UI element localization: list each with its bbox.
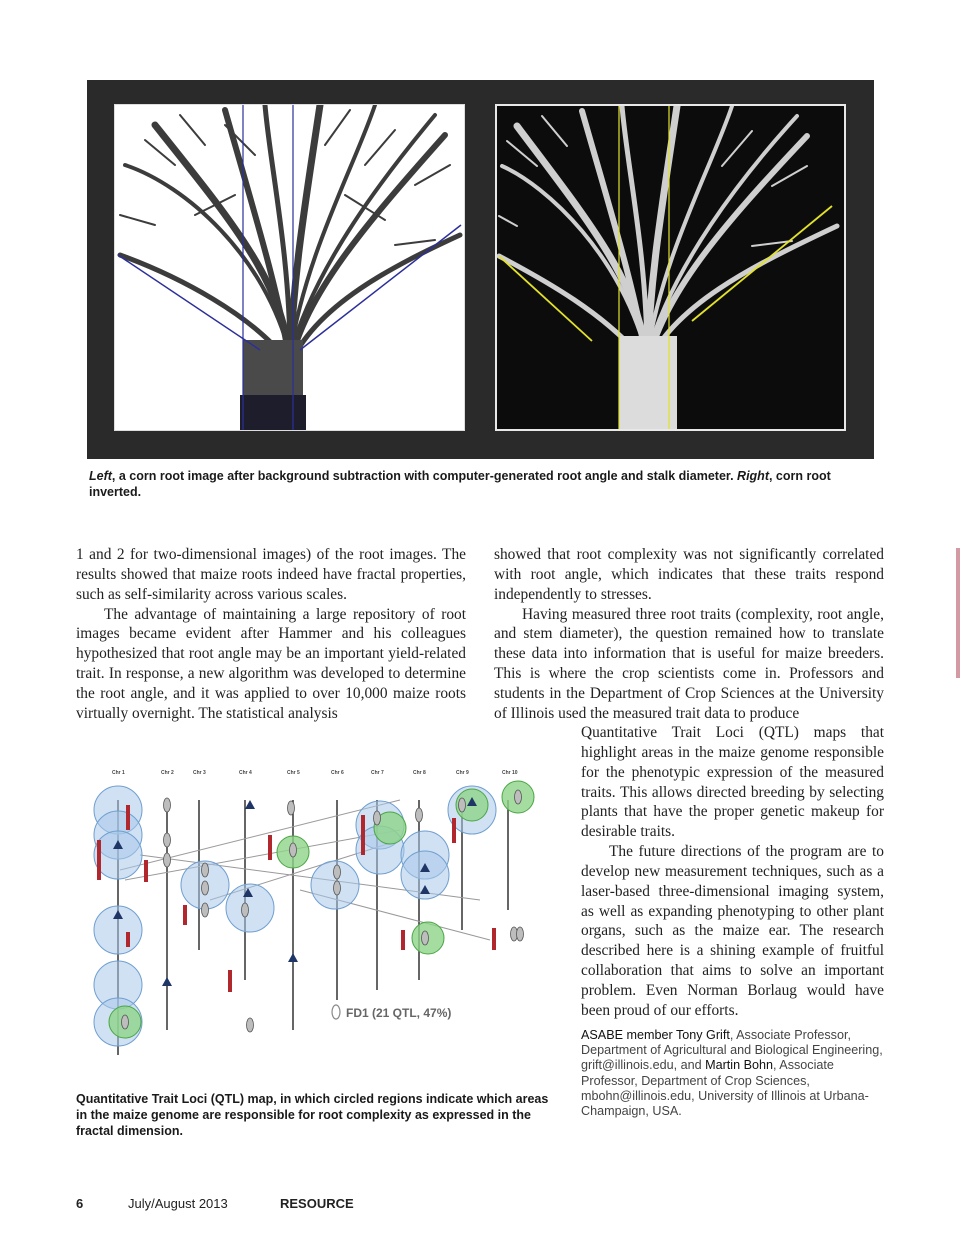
- chromosome-label: Chr 6: [331, 770, 344, 776]
- qtl-oval-marker: [422, 931, 429, 945]
- chromosome-label: Chr 10: [502, 770, 518, 776]
- legend-oval-icon: [332, 1005, 340, 1019]
- body-column-right-wrap: [581, 723, 884, 1021]
- page-number: 6: [76, 1196, 84, 1211]
- paragraph: The future directions of the program are to develop new measurement techniques, such as a laser-based three-dimensional imaging system, as well as expanding phenotyping to other plant organs, such as the maize ear. The research described here is a shining example of fruitful collaboration that aims to solve an important problem. Even Norman Borlaug would have been proud of our efforts.: [581, 843, 884, 1019]
- qtl-oval-marker: [242, 903, 249, 917]
- qtl-oval-marker: [288, 801, 295, 815]
- author-bio: [581, 1028, 884, 1119]
- qtl-oval-marker: [517, 927, 524, 941]
- qtl-marker-bar: [126, 805, 130, 830]
- qtl-region-circle: [226, 884, 274, 932]
- qtl-marker-bar: [183, 905, 187, 925]
- qtl-triangle-marker: [288, 953, 298, 962]
- qtl-marker-bar: [492, 928, 496, 950]
- qtl-marker-bar: [268, 835, 272, 860]
- qtl-oval-marker: [290, 843, 297, 857]
- issue-date: July/August 2013: [128, 1196, 228, 1211]
- top-figure-caption: [89, 468, 869, 500]
- qtl-oval-marker: [416, 808, 423, 822]
- qtl-triangle-marker: [245, 800, 255, 809]
- author-name-2: Martin Bohn: [705, 1058, 773, 1073]
- caption-right-label: Right: [737, 469, 769, 483]
- qtl-oval-marker: [374, 811, 381, 825]
- body-column-right: [494, 545, 884, 724]
- qtl-oval-marker: [164, 798, 171, 812]
- qtl-oval-marker: [247, 1018, 254, 1032]
- qtl-marker-bar: [452, 818, 456, 843]
- qtl-map-figure: [80, 760, 550, 1060]
- qtl-legend: FD1 (21 QTL, 47%): [346, 1006, 452, 1020]
- qtl-oval-marker: [122, 1015, 129, 1029]
- qtl-oval-marker: [459, 798, 466, 812]
- chromosome-label: Chr 2: [161, 770, 174, 776]
- caption-left-label: Left: [89, 469, 112, 483]
- chromosome-label: Chr 4: [239, 770, 252, 776]
- chromosome-label: Chr 3: [193, 770, 206, 776]
- qtl-figure-caption: Quantitative Trait Loci (QTL) map, in which circled regions indicate which areas in the maize genome are responsible for root complexity as expressed in the fractal dimension.: [76, 1092, 549, 1138]
- author-details-1: , Associate Professor, Department of Agricultural and Biological Engineering, grift@illinois.edu, and: [581, 1028, 883, 1073]
- chromosome-label: Chr 8: [413, 770, 426, 776]
- qtl-marker-bar: [401, 930, 405, 950]
- paragraph: showed that root complexity was not significantly correlated with root angle, which indicates that these traits respond independently to stresses.: [494, 546, 884, 603]
- caption-right-text: , corn root inverted.: [89, 469, 831, 499]
- qtl-marker-bar: [126, 932, 130, 947]
- qtl-oval-marker: [202, 903, 209, 917]
- paragraph: Quantitative Trait Loci (QTL) maps that highlight areas in the maize genome responsible for the phenotypic expression of the measured traits. This allows directed breeding by selecting plants that have the proper genetic makeup for desirable traits.: [581, 724, 884, 841]
- root-image-background-subtracted: [114, 104, 465, 431]
- magazine-name: RESOURCE: [280, 1196, 354, 1211]
- chromosome-label: Chr 5: [287, 770, 300, 776]
- chromosome-label: Chr 1: [112, 770, 125, 776]
- qtl-oval-marker: [164, 853, 171, 867]
- qtl-marker-bar: [97, 840, 101, 880]
- paragraph: 1 and 2 for two-dimensional images) of the root images. The results showed that maize roots indeed have fractal properties, such as self-similarity across various scales.: [76, 546, 466, 603]
- qtl-oval-marker: [202, 881, 209, 895]
- paragraph: The advantage of maintaining a large repository of root images became evident after Hammer and his colleagues hypothesized that root angle may be an important yield-related trait. In response, a new algorithm was developed to determine the root angle, and it was applied to over 10,000 maize roots virtually overnight. The statistical analysis: [76, 605, 466, 722]
- qtl-oval-marker: [334, 881, 341, 895]
- root-image-inverted: [495, 104, 846, 431]
- qtl-oval-marker: [515, 790, 522, 804]
- paragraph: Having measured three root traits (complexity, root angle, and stem diameter), the question remained how to translate these data into information that is useful for maize breeders. This is where the crop scientists come in. Professors and students in the Department of Crop Sciences at the University of Illinois used the measured trait data to produce: [494, 605, 884, 722]
- page-edge-mark: [956, 548, 960, 678]
- chromosome-label: Chr 9: [456, 770, 469, 776]
- qtl-triangle-marker: [162, 977, 172, 986]
- qtl-marker-bar: [144, 860, 148, 882]
- qtl-oval-marker: [164, 833, 171, 847]
- qtl-oval-marker: [334, 865, 341, 879]
- qtl-marker-bar: [361, 815, 365, 855]
- author-name-1: ASABE member Tony Grift: [581, 1028, 730, 1042]
- qtl-marker-bar: [228, 970, 232, 992]
- body-column-left: [76, 545, 466, 724]
- qtl-region-circle: [94, 831, 142, 879]
- caption-left-text: , a corn root image after background subtraction with computer-generated root angle and stalk diameter.: [111, 469, 738, 483]
- qtl-oval-marker: [202, 863, 209, 877]
- chromosome-label: Chr 7: [371, 770, 384, 776]
- author-details-2: , Associate Professor, Department of Crop Sciences, mbohn@illinois.edu, University of Illinois at Urbana-Champaign, USA.: [581, 1058, 869, 1119]
